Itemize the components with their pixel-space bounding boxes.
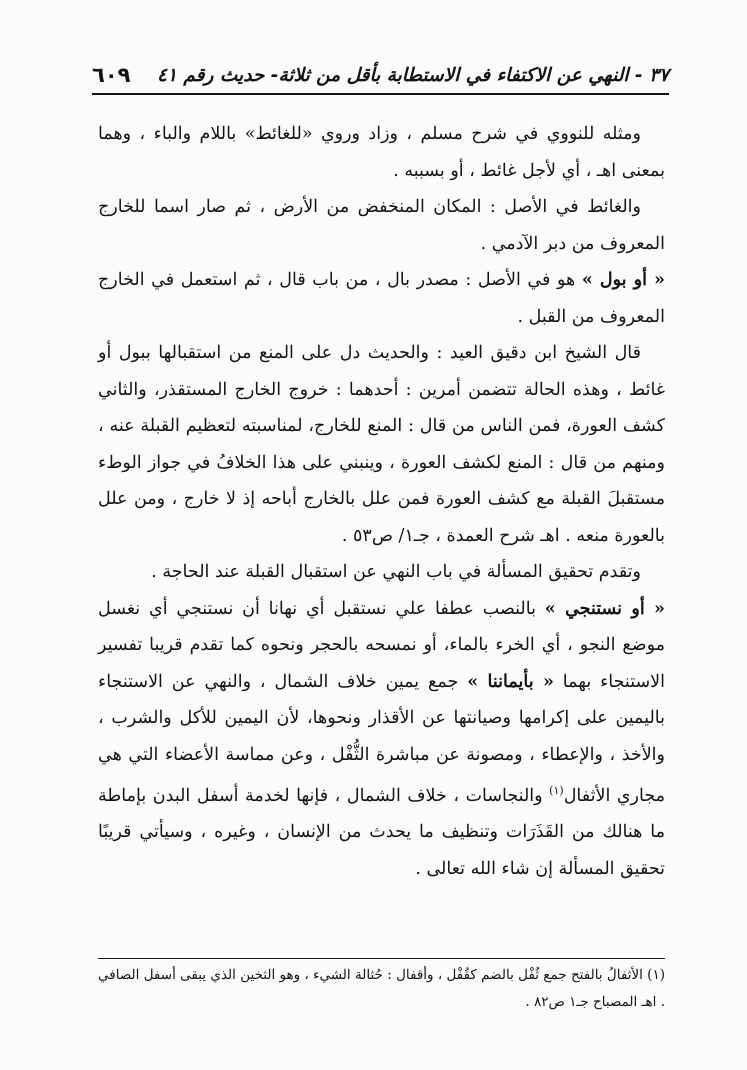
running-title: ٣٧ - النهي عن الاكتفاء في الاستطابة بأقل من ثلاثة- حديث رقم ٤١ xyxy=(157,64,669,86)
keyword: « بأيماننا » xyxy=(467,671,554,692)
paragraph-text: جمع يمين خلاف الشمال ، والنهي عن الاستنجاء باليمين على إكرامها وصيانتها عن الأقذار ونحوها، لأن اليمين للأكل والشرب ، والأخذ ، والإعطاء ، ومصونة عن مباشرة الثُّفْل ، وعن مماسة الأعضاء التي هي مجاري الأثفال xyxy=(98,671,666,806)
footnote: (١) الأثفالُ بالفتح جمع ثُفْل بالضم كقُفْل ، وأقفال : حُثالة الشيء ، وهو الثخين الذي يبقى أسفل الصافي . اهـ المصباح جـ١ ص٨٢ . xyxy=(98,967,665,1010)
footnote-divider xyxy=(98,958,665,959)
header-divider xyxy=(92,93,669,95)
keyword: « أو بول » xyxy=(581,270,665,290)
paragraph-text: بالنصب عطفا علي نستقبل أي نهانا أن نستنجي أي نغسل موضع النجو ، أي الخرء بالماء، أو نمسحه بالحجر ونحوه كما تقدم قريبا تفسير الاستنجاء بهما xyxy=(98,598,665,692)
paragraph xyxy=(98,262,665,335)
main-text xyxy=(98,116,665,887)
paragraph: والغائط في الأصل : المكان المنخفض من الأرض ، ثم صار اسما للخارج المعروف من دبر الآدمي . xyxy=(98,197,665,254)
page-number: ٦٠٩ xyxy=(92,63,131,87)
paragraph xyxy=(98,591,665,888)
paragraph: ومثله للنووي في شرح مسلم ، وزاد وروي «للغائط» باللام والباء ، وهما بمعنى اهـ ، أي لأجل غائط ، أو بسببه . xyxy=(98,124,665,181)
page-header xyxy=(92,60,669,90)
paragraph: قال الشيخ ابن دقيق العيد : والحديث دل على المنع من استقبالها ببول أو غائط ، وهذه الحالة تتضمن أمرين : أحدهما : خروج الخارج المستقذر، والثاني كشف العورة، فمن الناس من قال : المنع للخارج، لمناسبته لتعظيم القبلة عنه ، ومنهم من قال : المنع لكشف العورة ، وينبني على هذا الخلافُ في جواز الوطء مستقبلَ القبلة مع كشف العورة فمن علل بالخارج أباحه إذ لا خارج ، ومن علل بالعورة منعه . اهـ شرح العمدة ، جـ١/ ص٥٣ . xyxy=(98,343,665,546)
footnote-marker: (١) xyxy=(549,784,564,797)
paragraph: وتقدم تحقيق المسألة في باب النهي عن استقبال القبلة عند الحاجة . xyxy=(151,562,641,582)
keyword: « أو نستنجي » xyxy=(544,598,665,619)
paragraph-text: والنجاسات ، خلاف الشمال ، فإنها لخدمة أسفل البدن بإماطة ما هنالك من القَذَرَات وتنظيف ما يحدث من الإنسان ، وغيره ، وسيأتي قريبًا تحقيق المسألة إن شاء الله تعالى . xyxy=(98,785,665,879)
paragraph-text: هو في الأصل : مصدر بال ، من باب قال ، ثم استعمل في الخارج المعروف من القبل . xyxy=(98,270,665,327)
